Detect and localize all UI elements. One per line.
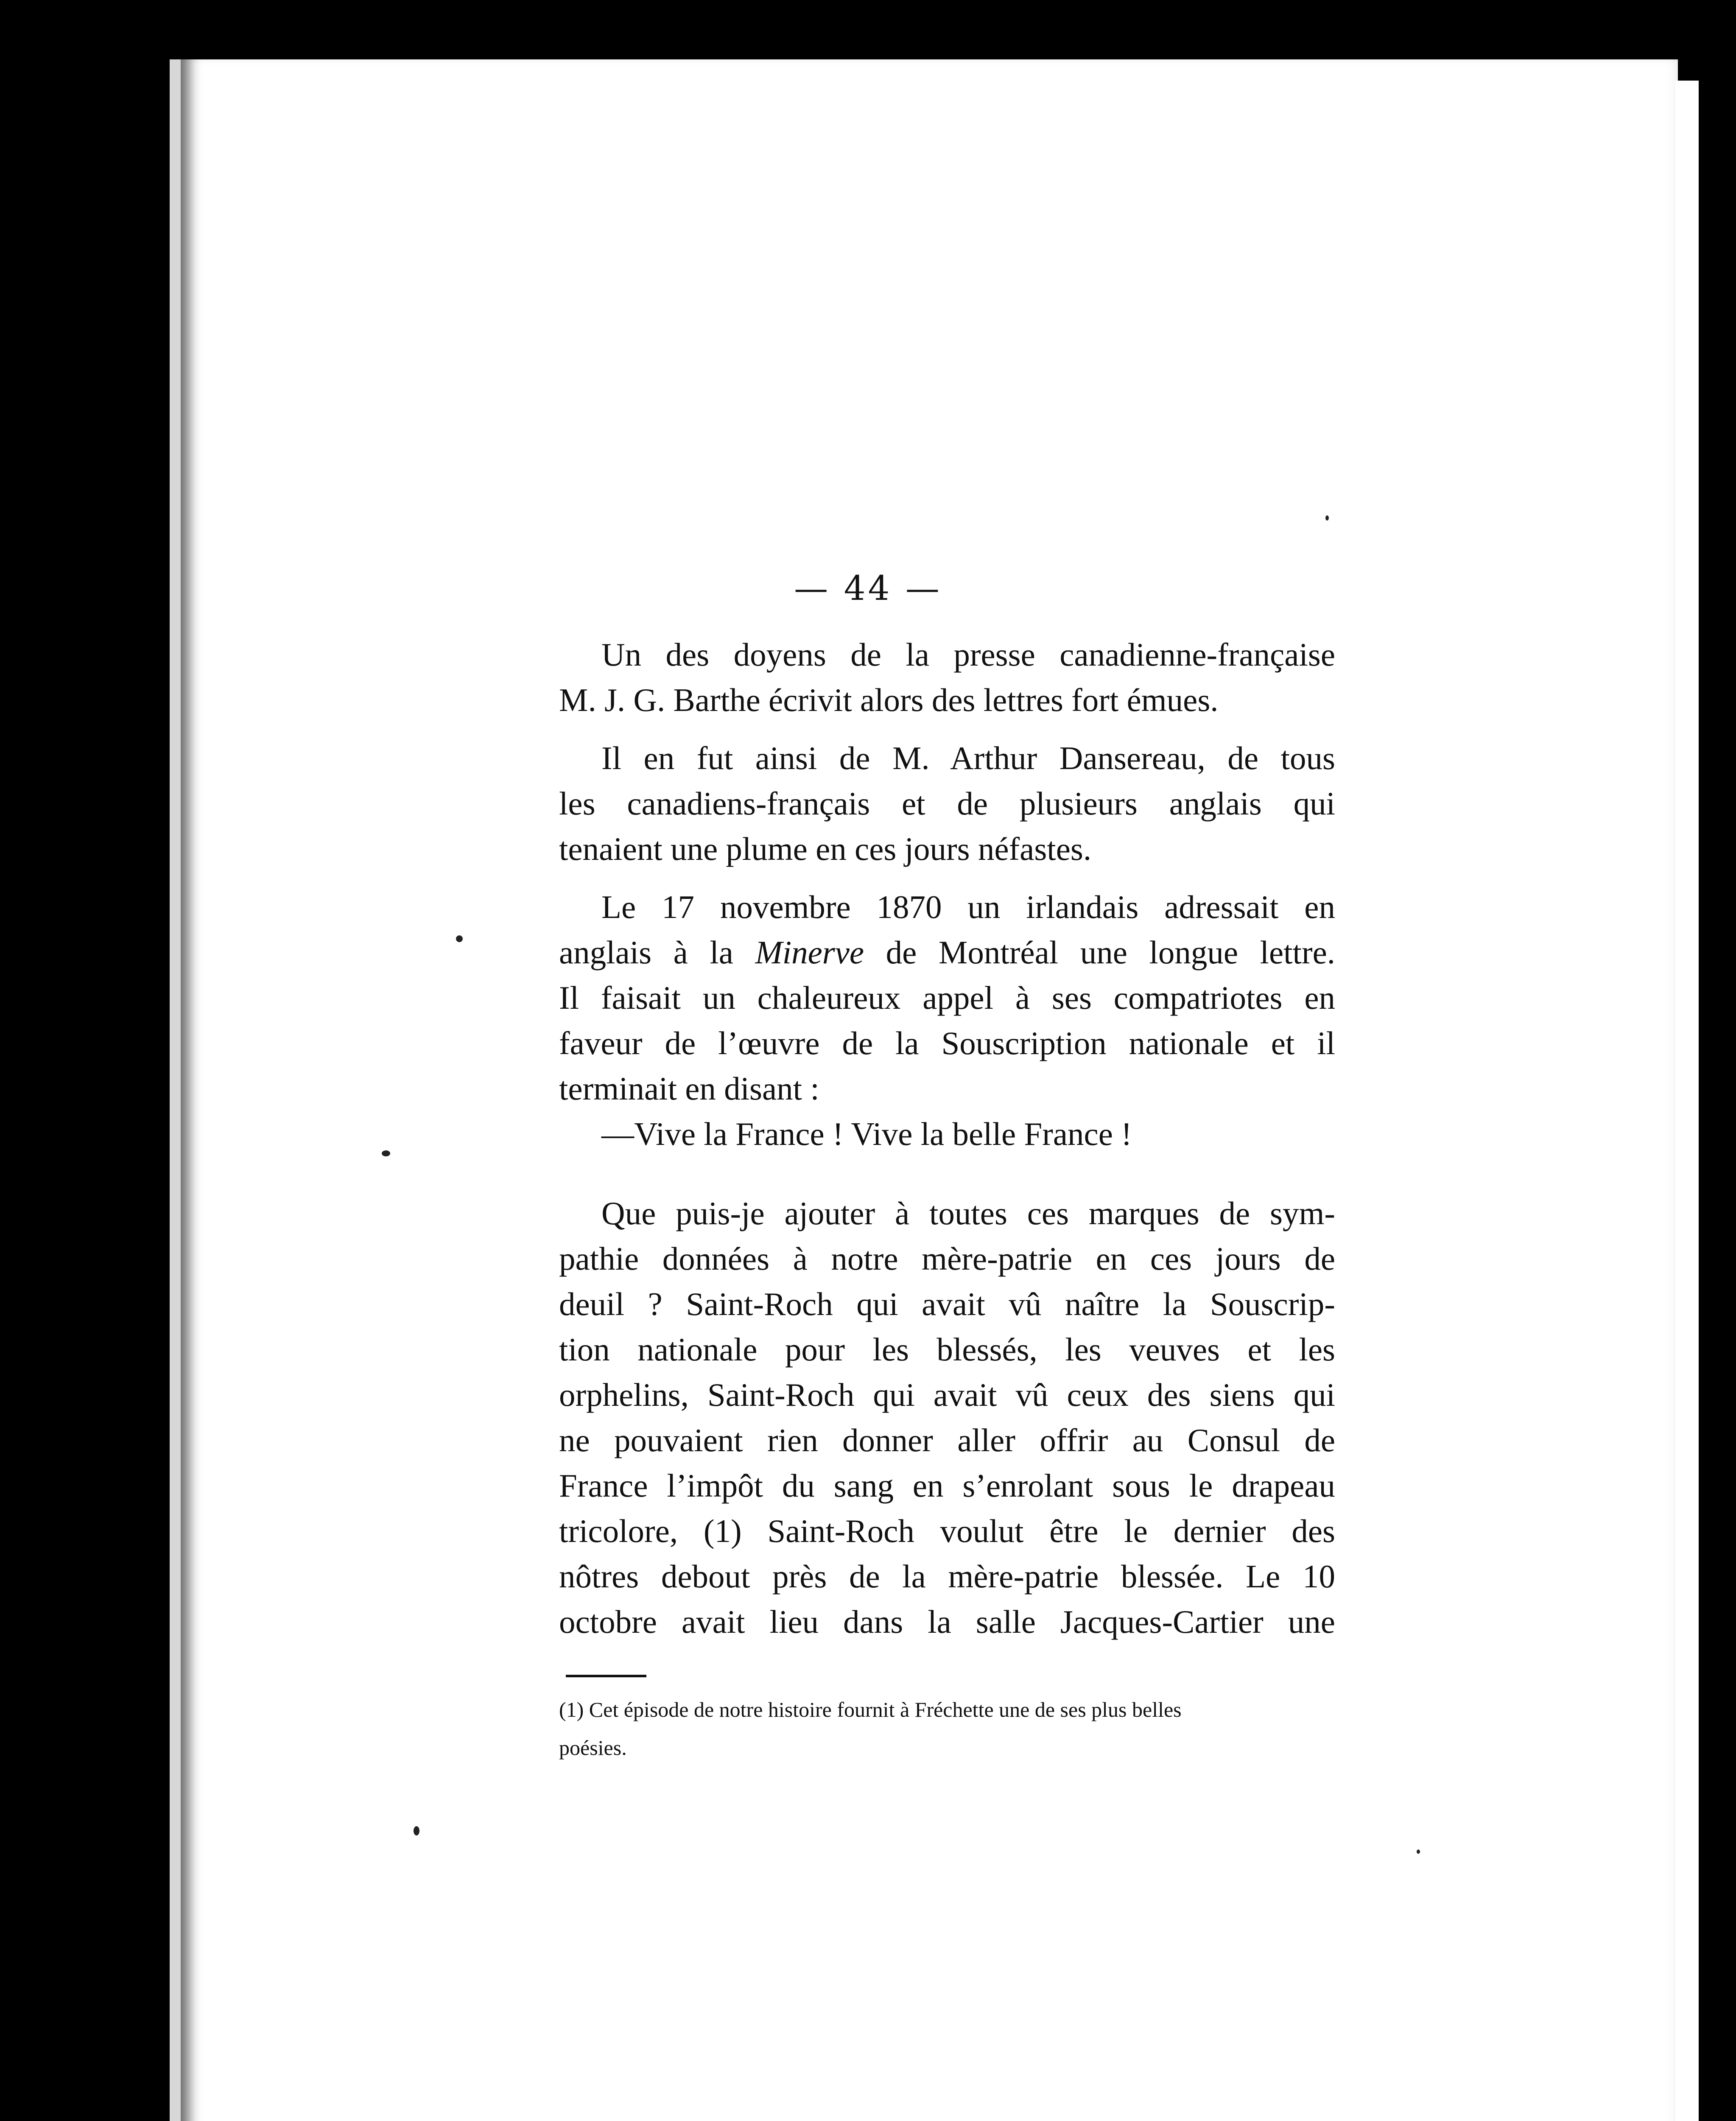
text-line: orphelins, Saint-Roch qui avait vû ceux des siens qui	[559, 1377, 1335, 1413]
footnote-separator	[566, 1675, 646, 1677]
footnote	[559, 1690, 1335, 1767]
page-number: — 44 —	[794, 568, 942, 608]
main-text	[559, 632, 1335, 1645]
text-line: tenaient une plume en ces jours néfastes.	[559, 831, 1092, 867]
text-line: Il faisait un chaleureux appel à ses compatriotes en	[559, 979, 1335, 1016]
footnote-line: poésies.	[559, 1736, 627, 1760]
text-line: nôtres debout près de la mère-patrie blessée. Le 10	[559, 1558, 1335, 1595]
scan-speck	[414, 1826, 419, 1836]
newspaper-title: Minerve	[755, 934, 864, 971]
text-line: pathie données à notre mère-patrie en ces jours de	[559, 1240, 1335, 1277]
text-line: terminait en disant :	[559, 1070, 819, 1107]
footnote-line: (1) Cet épisode de notre histoire fournit à Fréchette une de ses plus belles	[559, 1698, 1182, 1721]
page-edge-strip	[1675, 81, 1699, 2121]
text-fragment: anglais à la	[559, 934, 733, 971]
text-line	[559, 930, 1335, 975]
text-line: les canadiens-français et de plusieurs anglais qui	[559, 785, 1335, 822]
text-line: tricolore, (1) Saint-Roch voulut être le dernier des	[559, 1513, 1335, 1549]
text-line: Un des doyens de la presse canadienne-française	[601, 636, 1335, 673]
scan-speck	[456, 935, 463, 942]
text-line: Que puis-je ajouter à toutes ces marques de sym-	[601, 1195, 1335, 1231]
text-line: France l’impôt du sang en s’enrolant sous le drapeau	[559, 1467, 1335, 1504]
scan-speck	[1417, 1850, 1420, 1854]
text-line: Le 17 novembre 1870 un irlandais adressait en	[601, 889, 1335, 925]
text-line: faveur de l’œuvre de la Souscription nationale et il	[559, 1025, 1335, 1061]
text-line: octobre avait lieu dans la salle Jacques-Cartier une	[559, 1603, 1335, 1640]
text-line: ne pouvaient rien donner aller offrir au Consul de	[559, 1422, 1335, 1458]
text-fragment: de Montréal une longue lettre.	[886, 934, 1336, 971]
scan-speck	[382, 1150, 390, 1156]
scan-speck	[1325, 515, 1329, 520]
text-line: M. J. G. Barthe écrivit alors des lettres fort émues.	[559, 682, 1219, 718]
text-line: Il en fut ainsi de M. Arthur Dansereau, de tous	[601, 740, 1335, 776]
text-line: deuil ? Saint-Roch qui avait vû naître la Souscrip-	[559, 1286, 1335, 1322]
text-line: tion nationale pour les blessés, les veuves et les	[559, 1331, 1335, 1368]
text-line: —Vive la France ! Vive la belle France !	[601, 1116, 1132, 1152]
